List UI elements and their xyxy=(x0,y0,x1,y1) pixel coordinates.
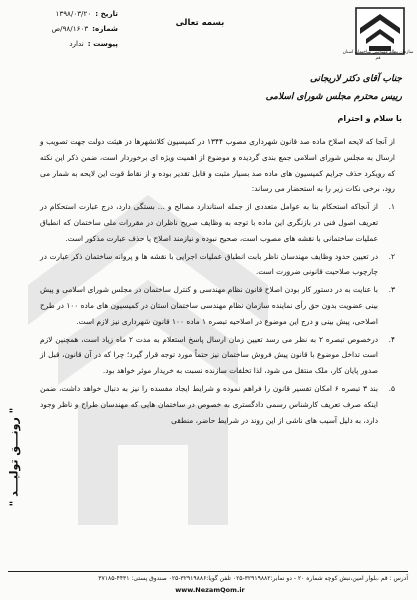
item-text: بند ۳ تبصره ۶ امکان تفسیر قانون را فراهم نموده و شرایط ایجاد مفسده را نیز به دنبال خواهد داشت، ضمن اینکه صرف تعریف کارشناس رسمی دادگستری به خصوص در ساختمان هایی که مهندسان طراح و ناظر وجود دارد، به دلیل آسیب های ناشی از این روند در شرایط حاضر، منطقی xyxy=(40,383,378,425)
item-number: ۳. xyxy=(388,285,395,295)
footer-website-link[interactable]: www.NezamQom.ir xyxy=(175,586,245,594)
date-value: ۱۳۹۸/۰۳/۲۰ xyxy=(55,9,92,18)
date-row xyxy=(8,6,118,21)
number-row xyxy=(8,21,118,36)
item-number: ۴. xyxy=(388,334,395,344)
list-item xyxy=(40,332,395,379)
letter-meta xyxy=(8,6,118,51)
nezam-mohandesi-logo-icon xyxy=(352,6,408,78)
bismillah-heading: بسمه تعالی xyxy=(175,18,225,28)
intro-paragraph: از آنجا که لایحه اصلاح ماده صد قانون شهرداری مصوب ۱۳۴۴ در کمیسیون کلانشهرها در هیئت دولت جهت تصویب و ارسال به مجلس شورای اسلامی جمع بندی گردیده و موضوع از اهمیت ویژه ای برخوردار است، ضمن ذکر این نکته که رویکرد حذف جرایم کمیسیون های ماده صد بسیار مثبت و قابل تقدیر بوده و از نقاط قوت این لایحه به شمار می رود، برخی نکات زیر را به استحضار می رساند: xyxy=(40,137,395,194)
number-value: ۹۸/۱۶۰۳/ص xyxy=(51,24,89,33)
number-label: شماره: xyxy=(92,24,118,33)
attachment-value: ندارد xyxy=(69,39,84,48)
attachment-label: پیوست : xyxy=(87,39,118,48)
side-slogan xyxy=(6,382,22,532)
logo-caption: سازمان نظام مهندسی ساختمان استان قم xyxy=(342,50,414,61)
list-item xyxy=(40,282,395,329)
list-item xyxy=(40,249,395,281)
addressee-block xyxy=(72,70,402,128)
greeting: با سلام و احترام xyxy=(337,114,402,123)
item-text: از آنجاکه استحکام بنا به عوامل متعددی از جمله استاندارد مصالح و ... بستگی دارد، درج عبارت استحکام در تعریف اصول فنی در بازنگری این ماده با توجه به وظایف صریح ناظران در مقررات ملی ساختمان که انطباق عملیات ساختمانی با نقشه های مصوب است، صحیح نبوده و نیازمند اصلاح یا حذف عبارت مذکور است. xyxy=(40,202,378,243)
item-number: ۵. xyxy=(388,383,395,393)
addressee-name: جناب آقای دکتر لاریجانی xyxy=(310,74,402,84)
list-item xyxy=(40,381,395,428)
footer-divider xyxy=(8,571,408,572)
item-text: با عنایت به در دستور کار بودن اصلاح قانون نظام مهندسی و کنترل ساختمان در مجلس شورای اسلامی و پیش بینی عضویت بدون حق رأی نماینده سازمان نظام مهندسی ساختمان استان در کمیسیون های ماده ۱۰۰ در طرح اصلاحی، پیش بینی و درج این موضوع در اصلاحیه تبصره ۱ ماده ۱۰۰ قانون شهرداری نیز لازم است. xyxy=(40,285,378,326)
item-number: ۲. xyxy=(388,251,395,261)
item-text: در تعیین حدود وظایف مهندسان ناظر بابت انطباق عملیات اجرایی با نقشه ها و پروانه ساختمان ذکر عبارت در چارچوب صلاحیت قانونی ضرورت است. xyxy=(40,251,378,277)
item-text: درخصوص تبصره ۲ به نظر می رسد تعیین زمان ارسال پاسخ استعلام به مدت ۲ ماه زیاد است، همچنین لازم است تداخل موضوع با قانون پیش فروش ساختمان نیز حتماً مورد توجه قرار گیرد؛ چرا که در آن قانون، قبل از صدور پایان کار، ملک منتقل می شود، لذا تخلفات سازنده نسبت به خریدار موثر خواهد بود. xyxy=(40,334,378,376)
footer-address: آدرس : قم ،بلوار امین،نبش کوچه شماره ۲۰ - دو نمابر:۳۲۹۱۹۸۸۲-۰۲۵ تلفن گویا:۳۲۹۱۹۸۸۶-۰۲۵ صندوق پستی: ۴۴۳۱-۳۷۱۸۵ xyxy=(98,575,408,582)
date-label: تاریخ : xyxy=(95,9,118,18)
addressee-title: رییس محترم مجلس شورای اسلامی xyxy=(265,92,402,102)
item-number: ۱. xyxy=(388,202,395,212)
list-item xyxy=(40,199,395,246)
letter-body xyxy=(40,134,395,428)
attachment-row xyxy=(8,36,118,51)
side-slogan-text: " رونـــق تولیـــد " xyxy=(7,407,21,507)
